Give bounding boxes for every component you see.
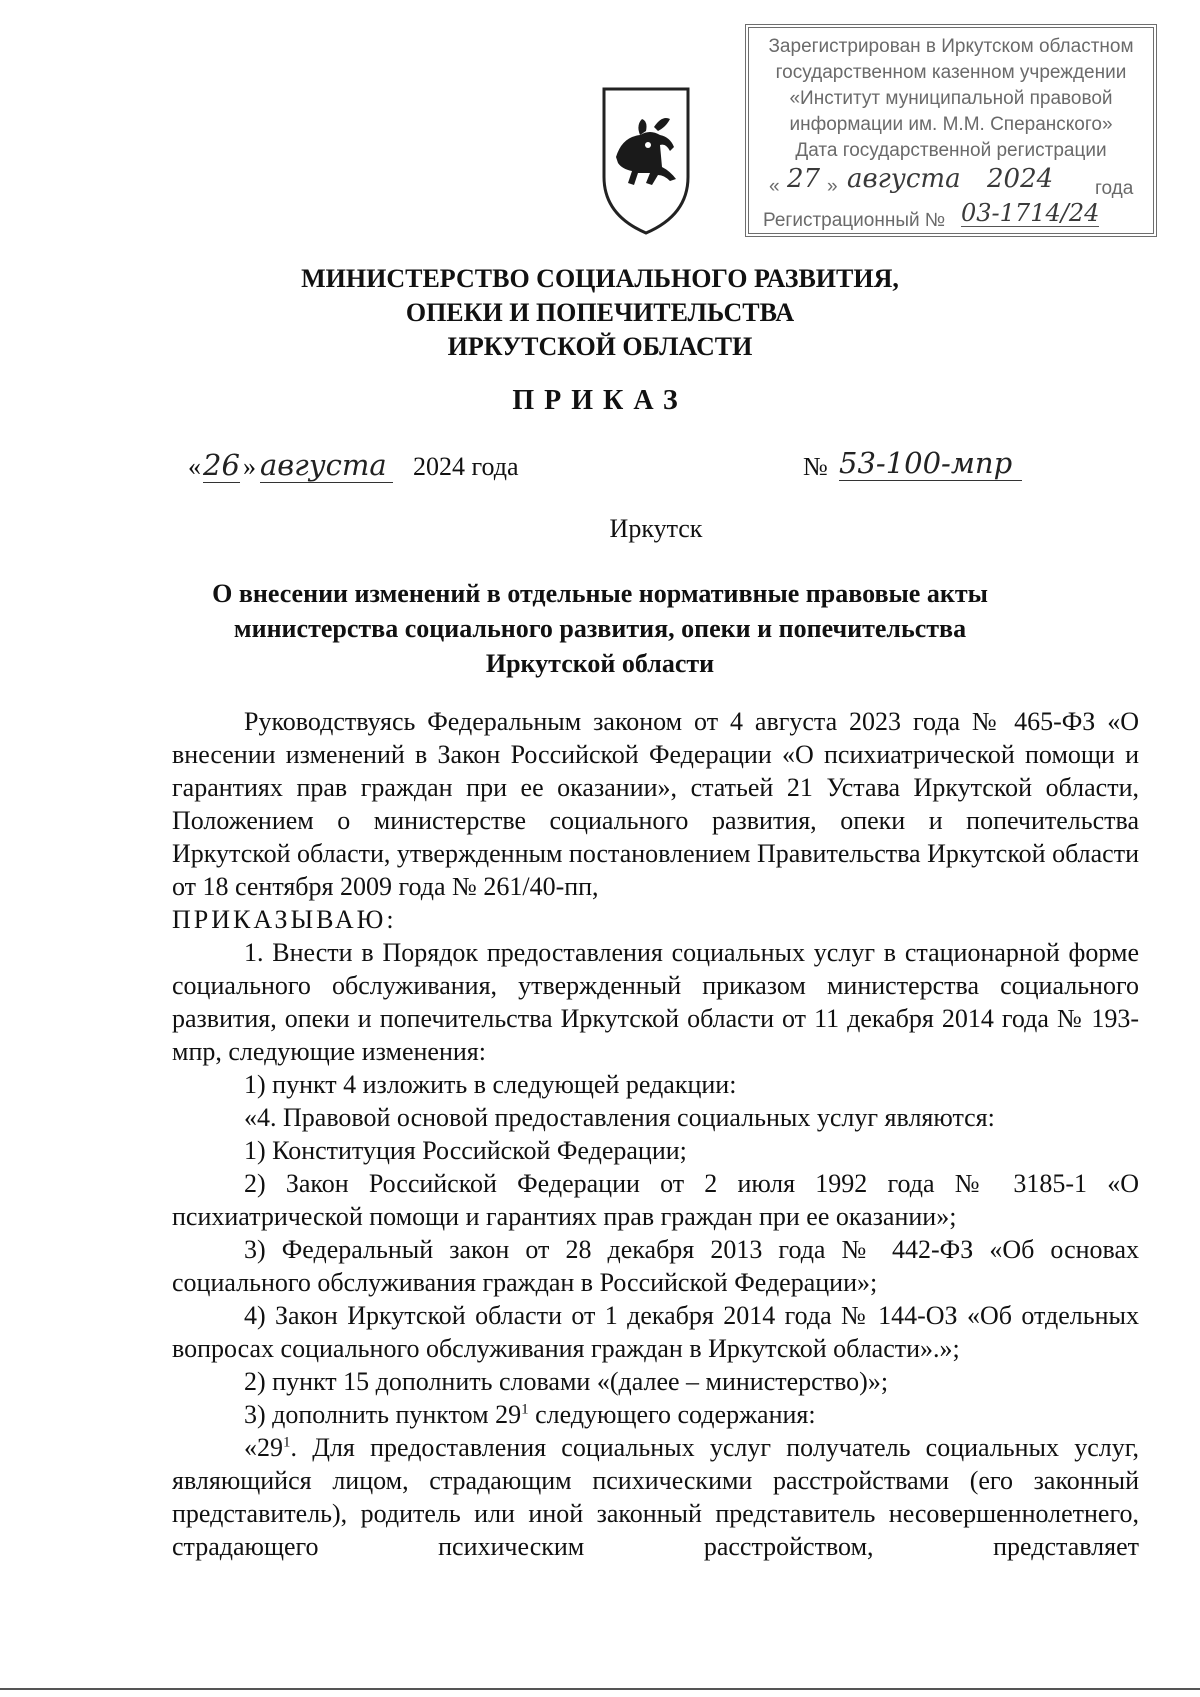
stamp-line: информации им. М.М. Сперанского» (789, 114, 1113, 135)
order-word: ПРИКАЗЫВАЮ: (172, 905, 397, 934)
preamble-paragraph: Руководствуясь Федеральным законом от 4 августа 2023 года № 465-ФЗ «О внесении изменений в Закон Российской Федерации «О психиатрической помощи и гарантиях прав граждан при ее оказании», статьей 21 Устава Иркутской области, Положением о министерстве социального развития, опеки и попечительства Иркутской области, утвержденным постановлением Правительства Иркутской области от 18 сентября 2009 года № 261/40-пп, (172, 707, 1139, 901)
stamp-date-year: 2024 (987, 164, 1054, 194)
body-paragraph: 1) Конституция Российской Федерации; (244, 1136, 687, 1165)
order-date-open: « (188, 452, 201, 481)
ministry-line: ОПЕКИ И ПОПЕЧИТЕЛЬСТВА (405, 298, 795, 327)
body-paragraph: «4. Правовой основой предоставления социальных услуг являются: (244, 1103, 995, 1132)
document-type: ПРИКАЗ (512, 385, 688, 416)
p10-text-end: . Для предоставления социальных услуг получатель социальных услуг, являющийся лицом, страдающим психическими расстройствами (его законный представитель), родитель или иной законный представитель несовершеннолетнего, страдающего психическим расстройством, представляет (172, 1433, 1139, 1561)
body-paragraph (172, 1431, 1139, 1563)
stamp-date-suffix: года (1095, 178, 1134, 199)
body-paragraph: 1. Внести в Порядок предоставления социальных услуг в стационарной форме социального обслуживания, утвержденный приказом министерства социального развития, опеки и попечительства Иркутской области от 11 декабря 2014 года № 193-мпр, следующие изменения: (172, 938, 1139, 1066)
p9-superscript: 1 (521, 1401, 529, 1418)
order-date-day: 26 (203, 448, 240, 482)
body-paragraph: 1) пункт 4 изложить в следующей редакции: (244, 1070, 737, 1099)
stamp-line: государственном казенном учреждении (775, 62, 1127, 83)
scan-edge-line (0, 1688, 1200, 1690)
title-line: Иркутской области (485, 649, 715, 678)
ministry-line: ИРКУТСКОЙ ОБЛАСТИ (447, 332, 753, 361)
p10-text: «29 (244, 1433, 283, 1462)
order-date-close: » (243, 452, 256, 481)
order-body (172, 705, 1139, 1563)
stamp-reg-label: Регистрационный № (763, 210, 946, 231)
body-paragraph: 3) Федеральный закон от 28 декабря 2013 года № 442-ФЗ «Об основах социального обслуживания граждан в Российской Федерации»; (172, 1235, 1139, 1297)
ministry-name (0, 262, 1200, 364)
title-line: О внесении изменений в отдельные нормативные правовые акты (212, 579, 988, 608)
body-paragraph: 4) Закон Иркутской области от 1 декабря 2014 года № 144-ОЗ «Об отдельных вопросах социального обслуживания граждан в Иркутской области».»; (172, 1301, 1139, 1363)
order-date-year: 2024 года (413, 452, 519, 481)
p9-text: 3) дополнить пунктом 29 (244, 1400, 522, 1429)
ministry-line: МИНИСТЕРСТВО СОЦИАЛЬНОГО РАЗВИТИЯ, (301, 264, 899, 293)
stamp-line: Зарегистрирован в Иркутском областном (768, 36, 1134, 57)
registration-stamp (745, 24, 1157, 237)
stamp-date-month: августа (847, 164, 961, 194)
stamp-reg-number: 03-1714/24 (961, 199, 1100, 227)
order-number (803, 446, 1063, 492)
order-title (0, 576, 1200, 681)
stamp-date-mid: » (827, 176, 838, 197)
order-number-value: 53-100-мпр (839, 446, 1022, 481)
p9-text-end: следующего содержания: (528, 1400, 816, 1429)
coat-of-arms-emblem (600, 85, 692, 237)
stamp-date-open: « (769, 176, 780, 197)
body-paragraph: 2) Закон Российской Федерации от 2 июля 1992 года № 3185-1 «О психиатрической помощи и гарантиях прав граждан при ее оказании»; (172, 1169, 1139, 1231)
stamp-line: «Институт муниципальной правовой (789, 88, 1113, 109)
stamp-reg-row (749, 199, 1153, 236)
stamp-line: Дата государственной регистрации (795, 140, 1107, 161)
stamp-date-day: 27 (787, 164, 821, 194)
city: Иркутск (609, 514, 703, 543)
order-number-label: № (803, 452, 828, 481)
order-date (188, 448, 548, 492)
title-line: министерства социального развития, опеки и попечительства (233, 614, 967, 643)
body-paragraph: 2) пункт 15 дополнить словами «(далее – министерство)»; (244, 1367, 889, 1396)
body-paragraph (172, 1398, 1139, 1431)
order-date-month: августа (260, 448, 393, 483)
p10-superscript: 1 (283, 1434, 291, 1451)
